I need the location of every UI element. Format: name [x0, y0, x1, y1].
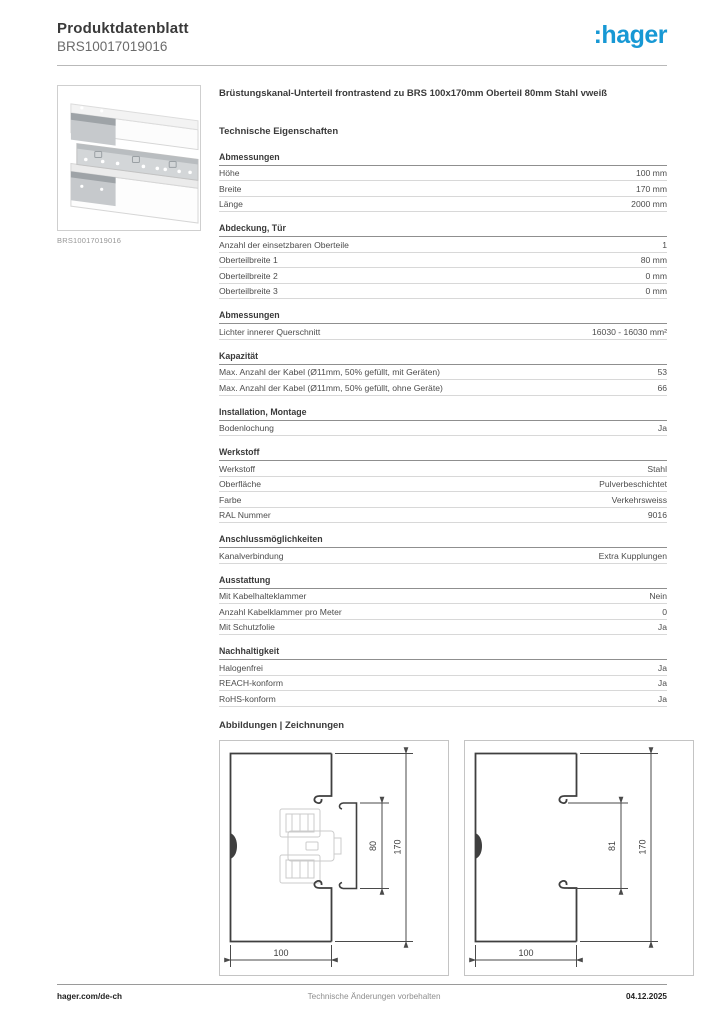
dim-label-height-right: 170 [637, 839, 648, 855]
spec-label: Lichter innerer Querschnitt [219, 326, 321, 337]
spec-section [219, 534, 667, 564]
spec-label: Kanalverbindung [219, 550, 284, 561]
spec-section [219, 646, 667, 707]
product-title: Brüstungskanal-Unterteil frontrastend zu BRS 100x170mm Oberteil 80mm Stahl vweiß [219, 88, 608, 99]
footer [57, 992, 667, 1001]
sections [219, 152, 667, 707]
footer-divider [57, 984, 667, 985]
section-heading: Abmessungen [219, 152, 667, 166]
spec-label: Mit Schutzfolie [219, 622, 275, 633]
spec-value: 66 [657, 382, 667, 393]
spec-label: Farbe [219, 494, 242, 505]
photo-caption: BRS10017019016 [57, 236, 122, 245]
spec-section [219, 351, 667, 396]
spec-row [219, 324, 667, 340]
drawing-left-svg [220, 741, 448, 975]
spec-label: Breite [219, 183, 242, 194]
spec-row [219, 380, 667, 396]
spec-row [219, 237, 667, 253]
spec-label: Länge [219, 199, 243, 210]
section-heading: Werkstoff [219, 447, 667, 461]
header-divider [57, 65, 667, 66]
photo-column [57, 85, 202, 976]
spec-row [219, 604, 667, 620]
section-heading: Abdeckung, Tür [219, 223, 667, 237]
spec-label: RoHS-konform [219, 693, 276, 704]
spec-label: Oberteilbreite 3 [219, 286, 278, 297]
spec-value: Stahl [647, 463, 667, 474]
spec-label: Mit Kabelhalteklammer [219, 591, 307, 602]
drawing-right-svg [465, 741, 693, 975]
spec-label: Höhe [219, 168, 240, 179]
spec-row [219, 461, 667, 477]
spec-value: 2000 mm [631, 199, 667, 210]
spec-value: 0 mm [645, 286, 667, 297]
spec-row [219, 492, 667, 508]
doc-reference: BRS10017019016 [57, 39, 168, 54]
spec-section [219, 575, 667, 636]
spec-label: Bodenlochung [219, 423, 274, 434]
spec-value: Ja [657, 662, 667, 673]
spec-row [219, 181, 667, 197]
spec-label: REACH-konform [219, 678, 283, 689]
footer-website-link[interactable]: hager.com/de-ch [57, 992, 123, 1001]
spec-label: Anzahl der einsetzbaren Oberteile [219, 239, 349, 250]
spec-value: 0 [662, 606, 667, 617]
spec-label: Max. Anzahl der Kabel (Ø11mm, 50% gefüllt, mit Geräten) [219, 367, 440, 378]
section-heading: Abmessungen [219, 310, 667, 324]
spec-section [219, 407, 667, 437]
drawings-heading: Abbildungen | Zeichnungen [219, 719, 345, 731]
spec-value: Ja [657, 693, 667, 704]
spec-value: 100 mm [635, 168, 667, 179]
tech-properties-heading: Technische Eigenschaften [219, 125, 339, 137]
doc-type-title: Produktdatenblatt [57, 20, 189, 37]
spec-row [219, 508, 667, 524]
spec-label: Oberteilbreite 1 [219, 255, 278, 266]
spec-section [219, 447, 667, 523]
spec-section [219, 310, 667, 340]
dim-label-width-right: 100 [518, 947, 534, 958]
section-heading: Installation, Montage [219, 407, 667, 421]
spec-row [219, 548, 667, 564]
spec-label: Anzahl Kabelklammer pro Meter [219, 606, 342, 617]
spec-value: Verkehrsweiss [611, 494, 667, 505]
header-titles [57, 20, 189, 54]
spec-row [219, 620, 667, 636]
spec-value: Extra Kupplungen [598, 550, 667, 561]
wall-clip-detail [231, 833, 238, 859]
section-heading: Anschlussmöglichkeiten [219, 534, 667, 548]
spec-section [219, 223, 667, 299]
main-content [57, 85, 667, 976]
spec-label: Oberfläche [219, 479, 262, 490]
spec-label: Max. Anzahl der Kabel (Ø11mm, 50% gefüllt, ohne Geräte) [219, 382, 443, 393]
product-photo [57, 85, 201, 231]
product-photo-image [58, 86, 200, 230]
drawing-right [464, 740, 694, 976]
spec-row [219, 660, 667, 676]
dim-label-width-left: 100 [273, 947, 289, 958]
spec-label: Werkstoff [219, 463, 255, 474]
dim-label-inner-right: 81 [607, 840, 617, 851]
spec-value: 0 mm [645, 270, 667, 281]
spec-value: 80 mm [640, 255, 667, 266]
spec-row [219, 691, 667, 707]
spec-row [219, 676, 667, 692]
spec-row [219, 268, 667, 284]
spec-row [219, 589, 667, 605]
dim-label-inner-left: 80 [368, 840, 378, 851]
spec-section [219, 152, 667, 213]
spec-value: Pulverbeschichtet [599, 479, 667, 490]
footer-disclaimer: Technische Änderungen vorbehalten [307, 992, 441, 1001]
drawing-left [219, 740, 449, 976]
spec-value: 1 [662, 239, 667, 250]
section-heading: Nachhaltigkeit [219, 646, 667, 660]
section-heading: Ausstattung [219, 575, 667, 589]
spec-value: 9016 [647, 510, 667, 521]
spec-row [219, 477, 667, 493]
wall-clip-detail [476, 833, 483, 859]
spec-value: Nein [649, 591, 667, 602]
header [57, 0, 667, 54]
spec-row [219, 197, 667, 213]
spec-value: Ja [657, 622, 667, 633]
spec-row [219, 253, 667, 269]
spec-value: 16030 - 16030 mm² [592, 326, 667, 337]
spec-row [219, 421, 667, 437]
spec-label: RAL Nummer [219, 510, 271, 521]
spec-value: 53 [657, 367, 667, 378]
drawings [219, 740, 667, 976]
dim-label-height-left: 170 [392, 839, 403, 855]
spec-value: Ja [657, 678, 667, 689]
section-heading: Kapazität [219, 351, 667, 365]
spec-row [219, 365, 667, 381]
spec-value: Ja [657, 423, 667, 434]
hager-logo: :hager [593, 21, 667, 49]
spec-label: Halogenfrei [219, 662, 263, 673]
spec-row [219, 166, 667, 182]
spec-value: 170 mm [635, 183, 667, 194]
spec-row [219, 284, 667, 300]
spec-label: Oberteilbreite 2 [219, 270, 278, 281]
footer-date: 04.12.2025 [626, 992, 667, 1001]
content-column [219, 85, 667, 976]
